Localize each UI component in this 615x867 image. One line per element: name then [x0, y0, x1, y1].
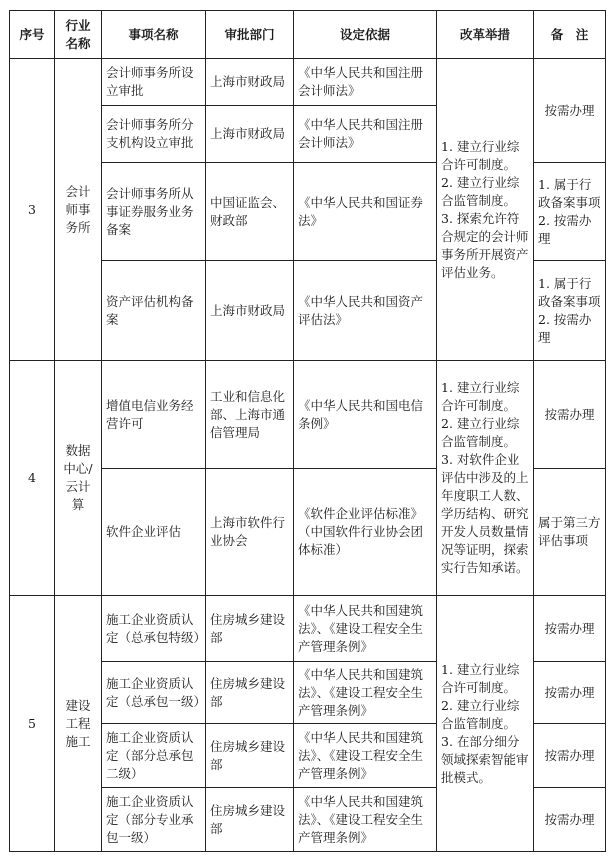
basis-cell: 《中华人民共和国证券法》: [294, 163, 437, 261]
reform-cell: 1. 建立行业综合许可制度。 2. 建立行业综合监管制度。 3. 在部分细分领域探索智能审批模式。: [437, 596, 534, 852]
header-dept: 审批部门: [206, 11, 294, 59]
dept-cell: 住房城乡建设部: [206, 724, 294, 788]
dept-cell: 住房城乡建设部: [206, 662, 294, 724]
table-row: [10, 361, 606, 469]
dept-cell: 上海市财政局: [206, 106, 294, 163]
basis-cell: 《中华人民共和国建筑法》、《建设工程安全生产管理条例》: [294, 662, 437, 724]
dept-cell: 中国证监会、财政部: [206, 163, 294, 261]
item-cell: 施工企业资质认定（部分专业承包一级）: [102, 788, 206, 852]
industry-cell: 建设 工程 施工: [55, 596, 102, 852]
dept-cell: 上海市软件行业协会: [206, 469, 294, 596]
note-cell: 按需办理: [534, 724, 606, 788]
note-cell: 按需办理: [534, 788, 606, 852]
basis-cell: 《中华人民共和国建筑法》、《建设工程安全生产管理条例》: [294, 596, 437, 662]
note-cell: 1. 属于行政备案事项 2. 按需办理: [534, 163, 606, 261]
basis-cell: 《中华人民共和国注册会计师法》: [294, 106, 437, 163]
header-industry: 行业 名称: [55, 11, 102, 59]
industry-cell: 数据 中心/ 云计 算: [55, 361, 102, 596]
note-cell: 属于第三方评估事项: [534, 469, 606, 596]
header-basis: 设定依据: [294, 11, 437, 59]
item-cell: 资产评估机构备案: [102, 261, 206, 361]
basis-cell: 《中华人民共和国资产评估法》: [294, 261, 437, 361]
reform-table: [9, 10, 606, 852]
note-cell: 按需办理: [534, 361, 606, 469]
note-cell: 按需办理: [534, 59, 606, 163]
header-seq: 序号: [10, 11, 55, 59]
dept-cell: 住房城乡建设部: [206, 788, 294, 852]
table-row: [10, 59, 606, 106]
dept-cell: 上海市财政局: [206, 59, 294, 106]
item-cell: 施工企业资质认定（总承包一级）: [102, 662, 206, 724]
note-cell: 1. 属于行政备案事项 2. 按需办理: [534, 261, 606, 361]
basis-cell: 《软件企业评估标准》（中国软件行业协会团体标准）: [294, 469, 437, 596]
industry-cell: 会计 师事 务所: [55, 59, 102, 361]
basis-cell: 《中华人民共和国建筑法》、《建设工程安全生产管理条例》: [294, 788, 437, 852]
note-cell: 按需办理: [534, 662, 606, 724]
header-note: 备 注: [534, 11, 606, 59]
item-cell: 会计师事务所从事证券服务业务备案: [102, 163, 206, 261]
item-cell: 增值电信业务经营许可: [102, 361, 206, 469]
item-cell: 软件企业评估: [102, 469, 206, 596]
document-page: [9, 10, 605, 852]
item-cell: 会计师事务所设立审批: [102, 59, 206, 106]
header-item: 事项名称: [102, 11, 206, 59]
basis-cell: 《中华人民共和国电信条例》: [294, 361, 437, 469]
dept-cell: 工业和信息化部、上海市通信管理局: [206, 361, 294, 469]
header-reform: 改革举措: [437, 11, 534, 59]
basis-cell: 《中华人民共和国建筑法》、《建设工程安全生产管理条例》: [294, 724, 437, 788]
seq-cell: 4: [10, 361, 55, 596]
item-cell: 会计师事务所分支机构设立审批: [102, 106, 206, 163]
note-cell: 按需办理: [534, 596, 606, 662]
item-cell: 施工企业资质认定（总承包特级）: [102, 596, 206, 662]
seq-cell: 5: [10, 596, 55, 852]
item-cell: 施工企业资质认定（部分总承包二级）: [102, 724, 206, 788]
reform-cell: 1. 建立行业综合许可制度。 2. 建立行业综合监管制度。 3. 探索允许符合规定的会计师事务所开展资产评估业务。: [437, 59, 534, 361]
table-row: [10, 596, 606, 662]
basis-cell: 《中华人民共和国注册会计师法》: [294, 59, 437, 106]
dept-cell: 住房城乡建设部: [206, 596, 294, 662]
seq-cell: 3: [10, 59, 55, 361]
header-row: [10, 11, 606, 59]
dept-cell: 上海市财政局: [206, 261, 294, 361]
reform-cell: 1. 建立行业综合许可制度。 2. 建立行业综合监管制度。 3. 对软件企业评估中涉及的上年度职工人数、学历结构、研究开发人员数量情况等证明，探索实行告知承诺。: [437, 361, 534, 596]
